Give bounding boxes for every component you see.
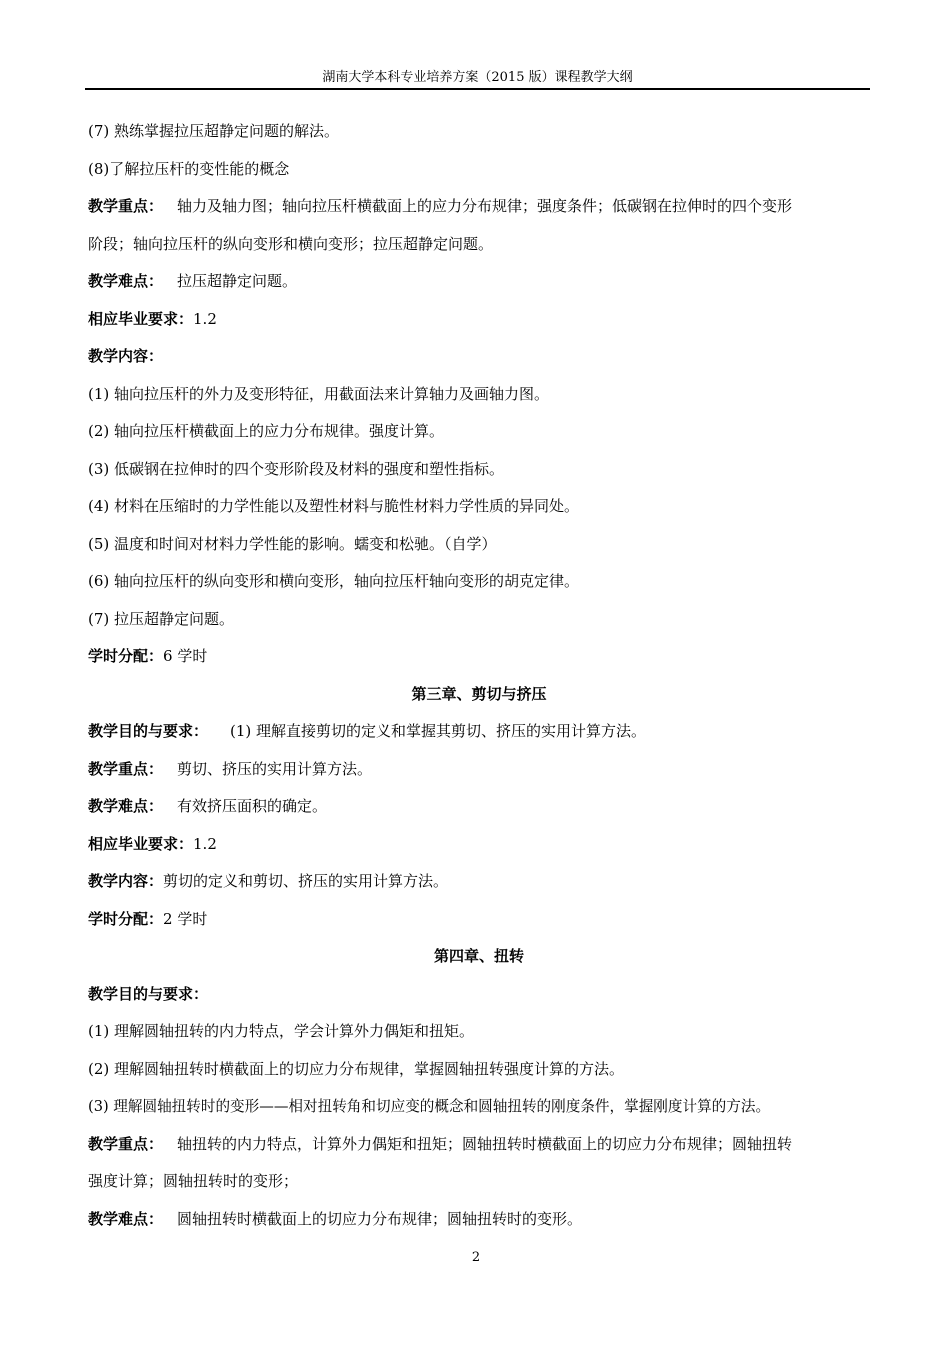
document-body bbox=[88, 113, 870, 1238]
section-label: 相应毕业要求： bbox=[88, 834, 194, 853]
key-points-line bbox=[88, 1126, 870, 1164]
section-label: 教学重点： bbox=[88, 197, 164, 215]
section-label: 教学难点： bbox=[88, 797, 164, 815]
section-text: (1) 理解直接剪切的定义和掌握其剪切、挤压的实用计算方法。 bbox=[230, 722, 647, 740]
text-line: (6) 轴向拉压杆的纵向变形和横向变形，轴向拉压杆轴向变形的胡克定律。 bbox=[88, 572, 580, 590]
section-label: 学时分配： bbox=[88, 909, 164, 928]
key-points-line bbox=[88, 188, 870, 226]
difficulties-line bbox=[88, 788, 870, 826]
section-text: 轴扭转的内力特点，计算外力偶矩和扭矩；圆轴扭转时横截面上的切应力分布规律；圆轴扭转 bbox=[177, 1134, 793, 1153]
header-divider bbox=[85, 88, 870, 90]
section-label: 教学目的与要求： bbox=[88, 984, 209, 1003]
section-text: 轴力及轴力图；轴向拉压杆横截面上的应力分布规律；强度条件；低碳钢在拉伸时的四个变形 bbox=[177, 197, 793, 215]
section-label: 教学重点： bbox=[88, 1134, 164, 1153]
requirement-line bbox=[88, 826, 870, 864]
objectives-line bbox=[88, 976, 870, 1014]
text-line: (7) 熟练掌握拉压超静定问题的解法。 bbox=[88, 122, 340, 140]
section-label: 教学难点： bbox=[88, 272, 164, 290]
section-label: 教学内容： bbox=[88, 872, 164, 890]
text-line: (1) 轴向拉压杆的外力及变形特征，用截面法来计算轴力及画轴力图。 bbox=[88, 384, 550, 403]
difficulties-line bbox=[88, 263, 870, 301]
chapter-title: 第四章、扭转 bbox=[433, 947, 524, 965]
section-text: 拉压超静定问题。 bbox=[177, 272, 298, 290]
section-label: 教学重点： bbox=[88, 759, 164, 778]
content-line bbox=[88, 863, 870, 901]
text-line: (3) 低碳钢在拉伸时的四个变形阶段及材料的强度和塑性指标。 bbox=[88, 459, 505, 478]
section-text: 剪切的定义和剪切、挤压的实用计算方法。 bbox=[163, 872, 449, 890]
text-line: (4) 材料在压缩时的力学性能以及塑性材料与脆性材料力学性质的异同处。 bbox=[88, 497, 580, 515]
section-text: 剪切、挤压的实用计算方法。 bbox=[177, 759, 373, 778]
section-label: 相应毕业要求： bbox=[88, 309, 194, 328]
text-line: (2) 理解圆轴扭转时横截面上的切应力分布规律，掌握圆轴扭转强度计算的方法。 bbox=[88, 1059, 625, 1078]
section-text: 圆轴扭转时横截面上的切应力分布规律；圆轴扭转时的变形。 bbox=[177, 1209, 583, 1228]
content-label-line bbox=[88, 338, 870, 376]
text-line: 阶段；轴向拉压杆的纵向变形和横向变形；拉压超静定问题。 bbox=[88, 234, 494, 253]
section-text: 1.2 bbox=[193, 309, 217, 328]
text-line: (2) 轴向拉压杆横截面上的应力分布规律。强度计算。 bbox=[88, 422, 445, 440]
text-line: (8)了解拉压杆的变性能的概念 bbox=[88, 159, 290, 178]
hours-line bbox=[88, 901, 870, 939]
key-points-line bbox=[88, 751, 870, 789]
text-line: (1) 理解圆轴扭转的内力特点，学会计算外力偶矩和扭矩。 bbox=[88, 1022, 475, 1040]
section-text: 2 学时 bbox=[163, 909, 208, 928]
section-label: 学时分配： bbox=[88, 647, 164, 665]
hours-line bbox=[88, 638, 870, 676]
chapter-title: 第三章、剪切与挤压 bbox=[411, 684, 547, 703]
difficulties-line bbox=[88, 1201, 870, 1239]
text-line: (5) 温度和时间对材料力学性能的影响。蠕变和松驰。（自学） bbox=[88, 534, 497, 553]
text-line: 强度计算；圆轴扭转时的变形； bbox=[88, 1172, 299, 1190]
requirement-line bbox=[88, 301, 870, 339]
section-text: 1.2 bbox=[193, 834, 217, 853]
section-text: 6 学时 bbox=[163, 647, 208, 665]
section-text: 有效挤压面积的确定。 bbox=[177, 797, 328, 815]
page-header: 湖南大学本科专业培养方案（2015 版）课程教学大纲 bbox=[322, 70, 633, 85]
text-line: (7) 拉压超静定问题。 bbox=[88, 609, 235, 628]
objectives-line bbox=[88, 713, 870, 751]
section-label: 教学内容： bbox=[88, 347, 164, 365]
section-label: 教学目的与要求： bbox=[88, 722, 209, 740]
page-number: 2 bbox=[471, 1250, 481, 1265]
text-line: (3) 理解圆轴扭转时的变形——相对扭转角和切应变的概念和圆轴扭转的刚度条件，掌握刚度计算的方法。 bbox=[88, 1098, 771, 1115]
section-label: 教学难点： bbox=[88, 1209, 164, 1228]
